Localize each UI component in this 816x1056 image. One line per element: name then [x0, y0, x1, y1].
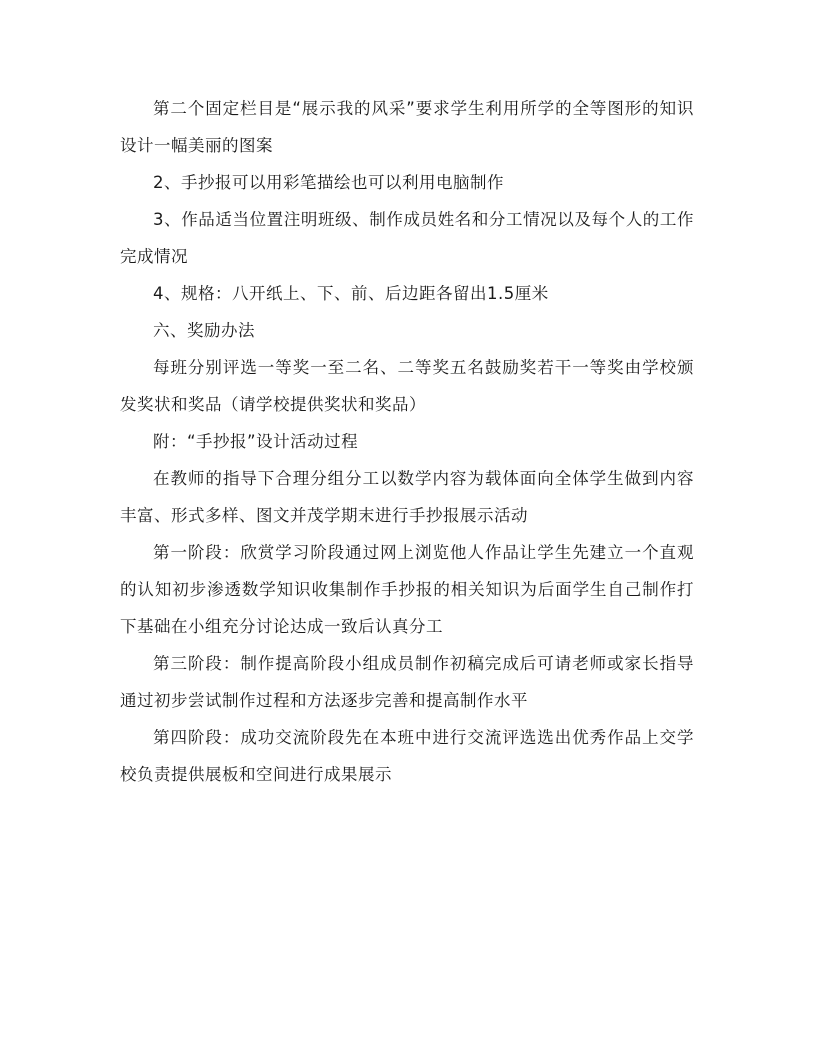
paragraph-stage-1: 第一阶段：欣赏学习阶段通过网上浏览他人作品让学生先建立一个直观的认知初步渗透数学知识收集制作手抄报的相关知识为后面学生自己制作打下基础在小组充分讨论达成一致后认真分工: [120, 543, 694, 636]
paragraph-rule-2: 2、手抄报可以用彩笔描绘也可以利用电脑制作: [153, 173, 504, 192]
paragraph-rewards: 每班分别评选一等奖一至二名、二等奖五名鼓励奖若干一等奖由学校颁发奖状和奖品（请学校提供奖状和奖品）: [120, 358, 694, 414]
document-body: [120, 90, 694, 793]
paragraph-rule-4: 4、规格：八开纸上、下、前、后边距各留出1.5厘米: [153, 284, 549, 303]
paragraph-rule-3: 3、作品适当位置注明班级、制作成员姓名和分工情况以及每个人的工作完成情况: [120, 210, 694, 266]
appendix-heading: 附：“手抄报”设计活动过程: [153, 432, 359, 451]
paragraph-theme-column: 第二个固定栏目是“展示我的风采”要求学生利用所学的全等图形的知识设计一幅美丽的图案: [120, 99, 694, 155]
paragraph-stage-4: 第四阶段：成功交流阶段先在本班中进行交流评选选出优秀作品上交学校负责提供展板和空间进行成果展示: [120, 728, 694, 784]
paragraph-activity-intro: 在教师的指导下合理分组分工以数学内容为载体面向全体学生做到内容丰富、形式多样、图文并茂学期末进行手抄报展示活动: [120, 469, 694, 525]
paragraph-stage-3: 第三阶段：制作提高阶段小组成员制作初稿完成后可请老师或家长指导通过初步尝试制作过程和方法逐步完善和提高制作水平: [120, 654, 694, 710]
section-heading-rewards: 六、奖励办法: [153, 321, 255, 340]
